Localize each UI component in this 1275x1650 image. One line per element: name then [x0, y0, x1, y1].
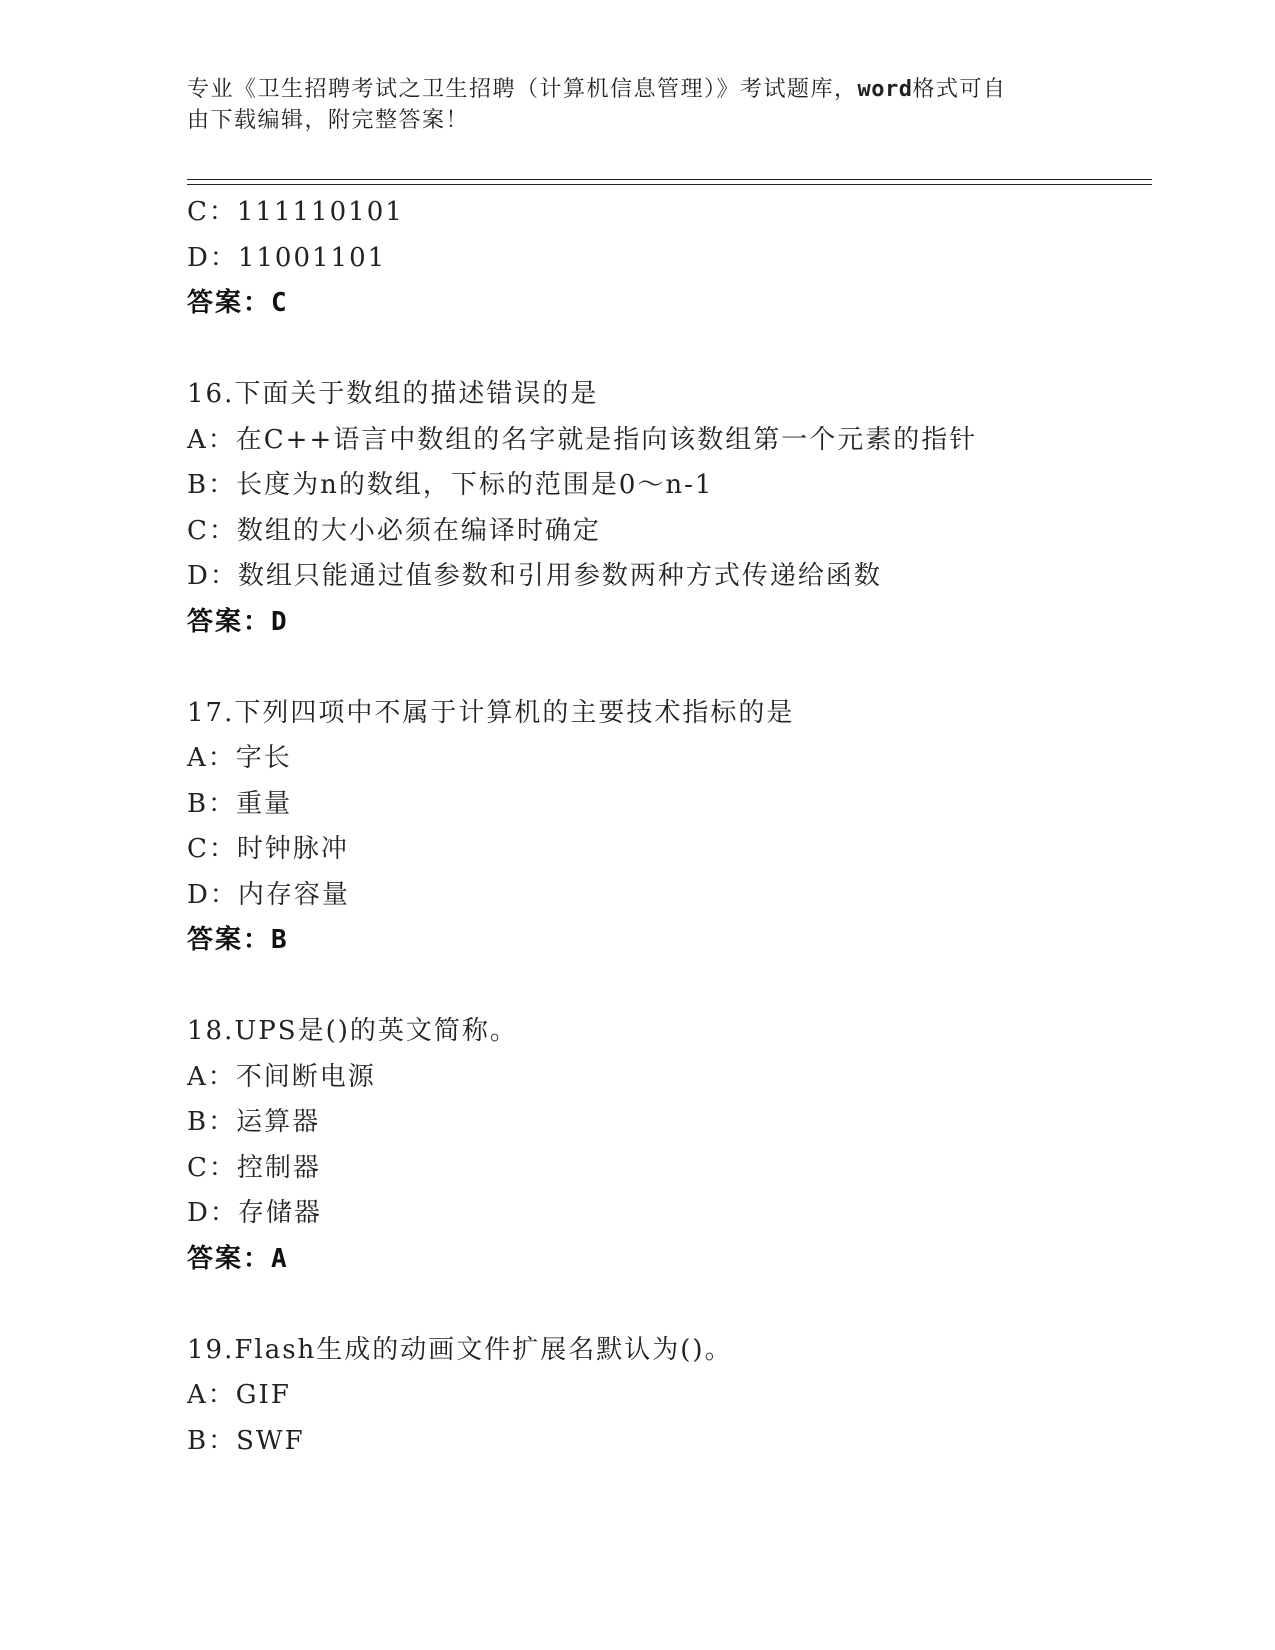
- option-a: A：GIF: [187, 1380, 291, 1410]
- question-17: [187, 691, 1167, 964]
- header-word-keyword: word: [857, 77, 913, 102]
- answer-label: 答案：: [187, 606, 272, 637]
- option-d: D：数组只能通过值参数和引用参数两种方式传递给函数: [187, 561, 882, 591]
- answer-value: D: [271, 606, 287, 637]
- question-list: [187, 190, 1167, 1464]
- spacer: [187, 964, 1167, 1010]
- header-line-1: [187, 74, 1087, 105]
- question-19: [187, 1328, 1167, 1465]
- answer-label: 答案：: [187, 925, 272, 955]
- question-stem: 17.下列四项中不属于计算机的主要技术指标的是: [187, 697, 795, 728]
- spacer: [187, 1282, 1167, 1328]
- option-b: B：重量: [187, 788, 293, 819]
- option-d: D：存储器: [187, 1198, 322, 1228]
- header-text-1b: 格式可自: [912, 77, 1007, 102]
- option-b: B：SWF: [187, 1425, 305, 1456]
- option-d: D：11001101: [187, 242, 387, 273]
- option-c: C：时钟脉冲: [187, 834, 349, 864]
- option-a: A：在C++语言中数组的名字就是指向该数组第一个元素的指针: [187, 424, 978, 455]
- question-15-tail: [187, 190, 1167, 327]
- answer-line: [187, 600, 1167, 646]
- answer-label: 答案：: [187, 1243, 272, 1274]
- question-18: [187, 1009, 1167, 1282]
- option-c: C：控制器: [187, 1152, 321, 1183]
- answer-line: [187, 918, 1167, 964]
- header-divider-top: [187, 179, 1152, 180]
- question-stem: 16.下面关于数组的描述错误的是: [187, 379, 599, 409]
- option-a: A：字长: [187, 743, 292, 773]
- header-divider-bottom: [187, 184, 1152, 185]
- answer-value: C: [271, 288, 287, 318]
- option-b: B：长度为n的数组，下标的范围是0～n-1: [187, 470, 714, 500]
- header-line-2: 由下载编辑，附完整答案！: [187, 108, 470, 133]
- question-stem: 18.UPS是()的英文简称。: [187, 1016, 518, 1046]
- option-b: B：运算器: [187, 1107, 321, 1137]
- answer-label: 答案：: [187, 288, 272, 318]
- answer-value: B: [271, 925, 287, 955]
- answer-line: [187, 281, 1167, 327]
- document-header: [187, 74, 1087, 136]
- spacer: [187, 327, 1167, 373]
- option-d: D：内存容量: [187, 879, 350, 910]
- option-c: C：数组的大小必须在编译时确定: [187, 515, 601, 546]
- answer-line: [187, 1237, 1167, 1283]
- question-stem: 19.Flash生成的动画文件扩展名默认为()。: [187, 1334, 733, 1365]
- option-c: C：111110101: [187, 197, 404, 227]
- option-a: A：不间断电源: [187, 1061, 376, 1092]
- answer-value: A: [271, 1243, 287, 1274]
- header-text-1a: 专业《卫生招聘考试之卫生招聘（计算机信息管理）》考试题库，: [187, 77, 858, 102]
- question-16: [187, 372, 1167, 645]
- spacer: [187, 645, 1167, 691]
